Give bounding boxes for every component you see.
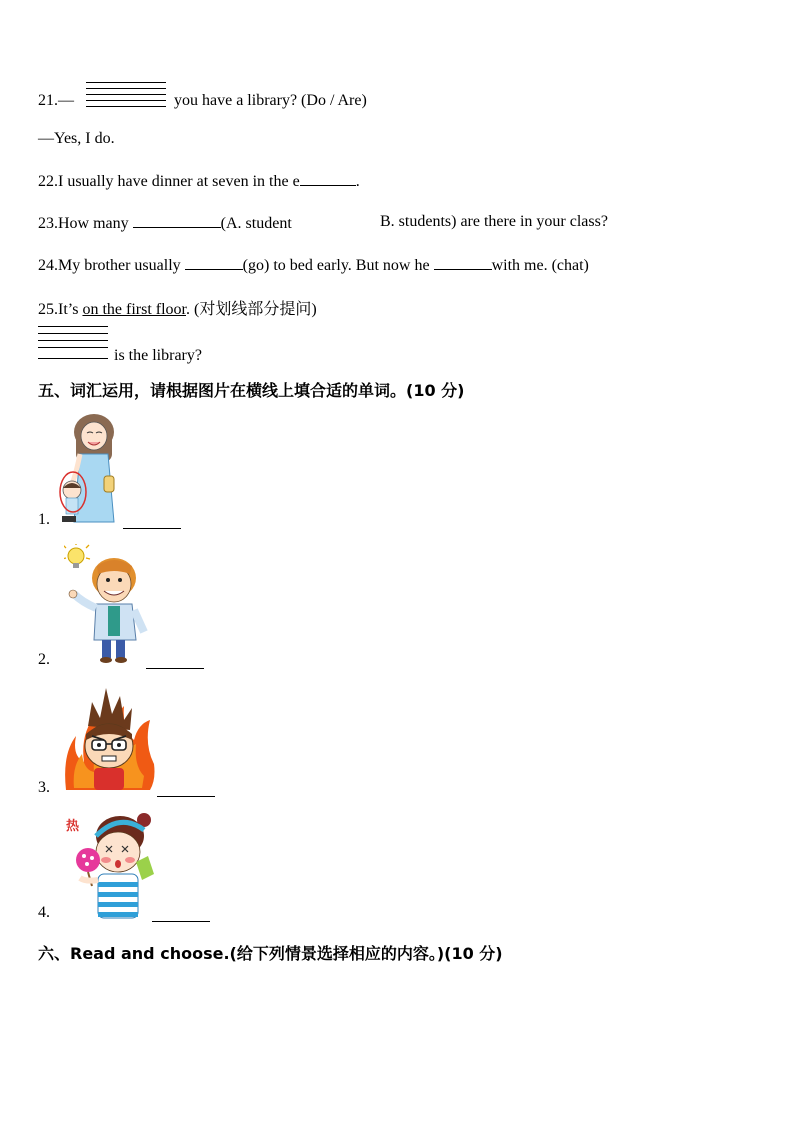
picture-number: 1. xyxy=(38,511,50,528)
answer-line[interactable] xyxy=(38,340,108,341)
answer-line[interactable] xyxy=(123,528,181,529)
question-25-text-a: 25.It’s xyxy=(38,301,83,318)
hot-girl-with-fan-icon xyxy=(62,808,156,920)
answer-line[interactable] xyxy=(86,106,166,107)
answer-line[interactable] xyxy=(86,82,166,83)
section-6-title: 六、Read and choose.(给下列情景选择相应的内容。)(10 分) xyxy=(38,944,503,963)
answer-line[interactable] xyxy=(146,668,204,669)
question-25-tail: is the library? xyxy=(114,347,202,364)
answer-line[interactable] xyxy=(38,333,108,334)
answer-blank[interactable] xyxy=(133,213,221,228)
answer-line[interactable] xyxy=(152,921,210,922)
question-24 xyxy=(38,255,589,275)
question-21-text: you have a library? (Do / Are) xyxy=(174,92,367,109)
question-21-answer: —Yes, I do. xyxy=(38,130,115,147)
period: . xyxy=(355,173,360,190)
answer-line[interactable] xyxy=(38,326,108,327)
underlined-phrase: on the first floor xyxy=(82,301,186,318)
mother-and-child-icon xyxy=(58,414,124,526)
answer-line[interactable] xyxy=(86,88,166,89)
answer-line[interactable] xyxy=(38,358,108,359)
picture-number: 2. xyxy=(38,651,50,668)
boy-with-idea-icon xyxy=(64,544,148,666)
dash: — xyxy=(58,92,74,109)
answer-line[interactable] xyxy=(86,94,166,95)
question-21 xyxy=(38,92,74,110)
answer-line[interactable] xyxy=(157,796,215,797)
question-22 xyxy=(38,171,360,191)
question-24-text-a: 24.My brother usually xyxy=(38,257,185,274)
answer-line[interactable] xyxy=(86,100,166,101)
picture-number: 4. xyxy=(38,904,50,921)
question-25-text-b: . (对划线部分提问) xyxy=(186,301,317,318)
question-24-text-c: with me. (chat) xyxy=(491,257,589,274)
option-a: (A. student xyxy=(220,215,292,232)
question-22-text: 22.I usually have dinner at seven in the e xyxy=(38,173,300,190)
question-24-text-b: (go) to bed early. But now he xyxy=(242,257,434,274)
answer-line[interactable] xyxy=(38,347,108,348)
hot-label: 热 xyxy=(66,819,80,834)
angry-girl-icon xyxy=(62,684,156,794)
picture-number: 3. xyxy=(38,779,50,796)
answer-blank[interactable] xyxy=(300,171,356,186)
question-25 xyxy=(38,296,317,319)
section-5-title: 五、词汇运用，请根据图片在横线上填合适的单词。(10 分) xyxy=(38,381,465,400)
answer-blank[interactable] xyxy=(185,255,243,270)
option-b: B. students) are there in your class? xyxy=(380,213,608,230)
answer-blank[interactable] xyxy=(434,255,492,270)
question-number: 21. xyxy=(38,92,58,109)
question-23 xyxy=(38,213,292,233)
question-23-text: 23.How many xyxy=(38,215,133,232)
